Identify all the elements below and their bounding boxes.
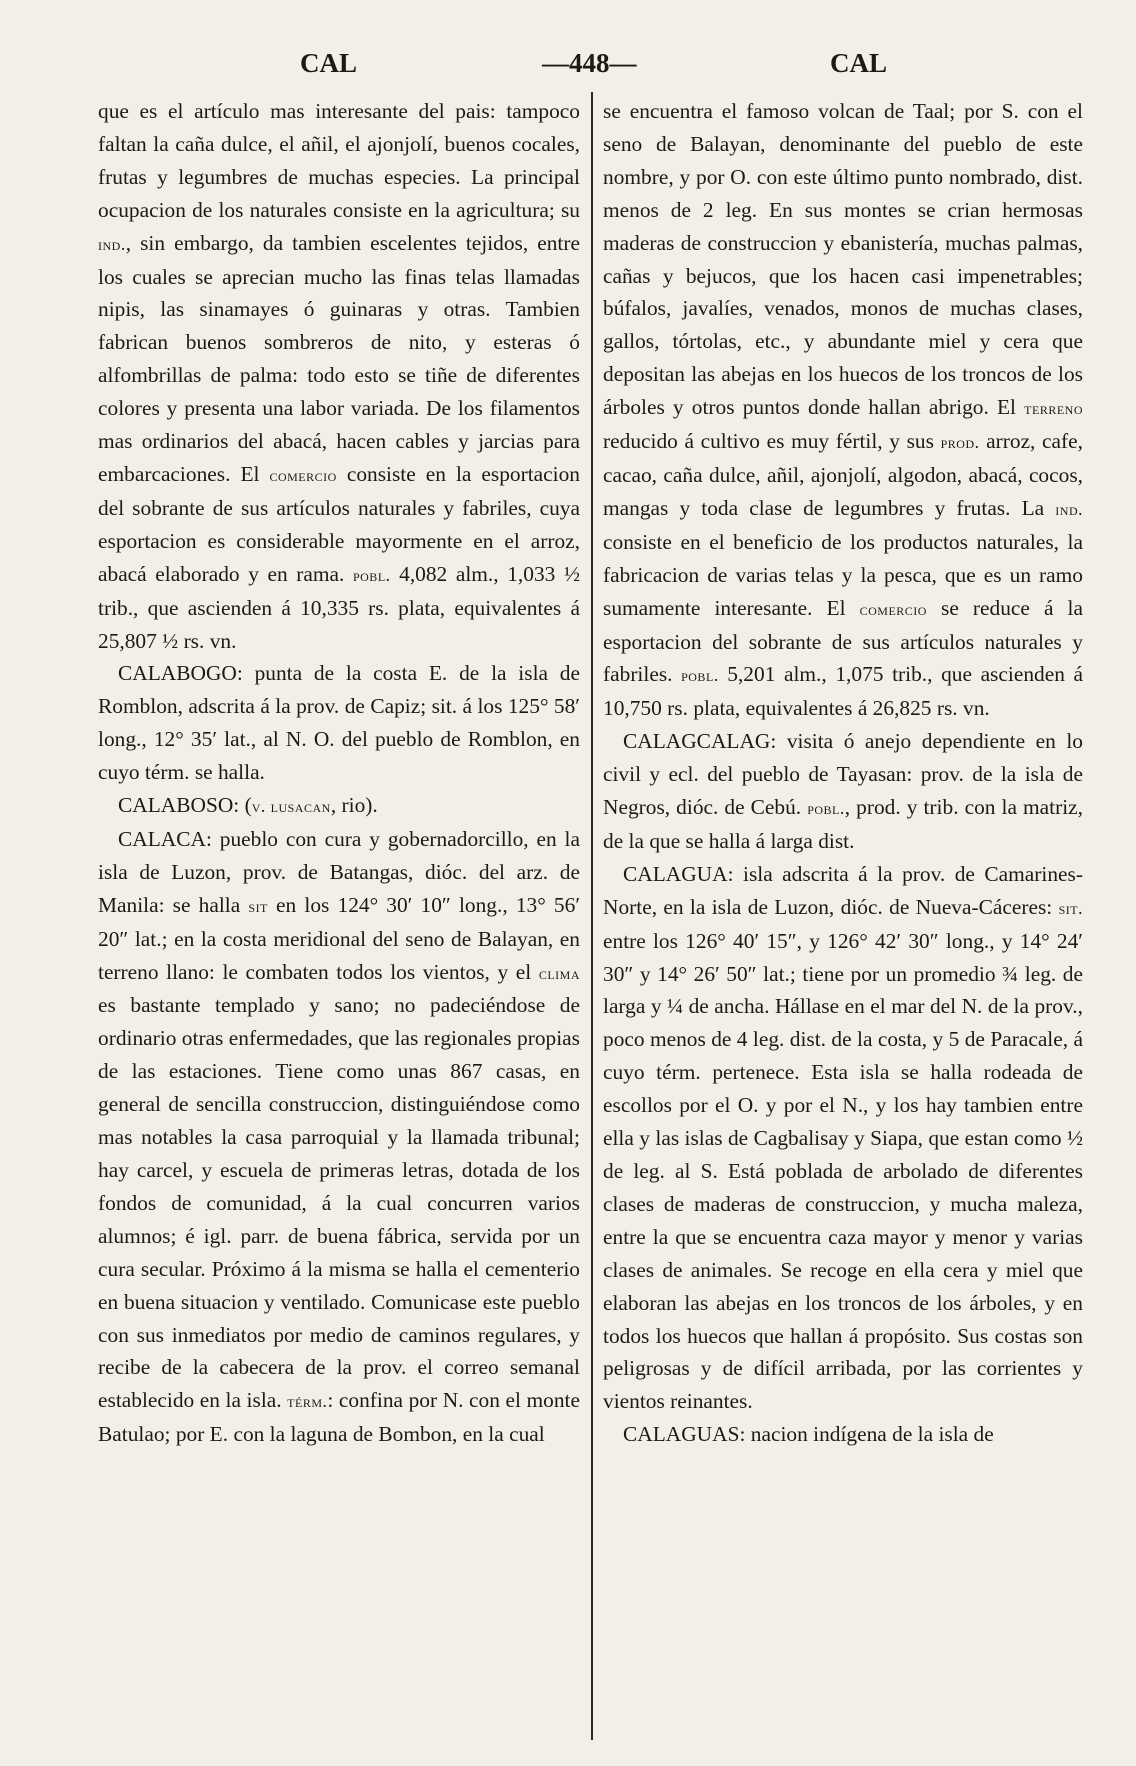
entry-calagcalag: CALAGCALAG: visita ó anejo dependiente en lo civil y ecl. del pueblo de Tayasan: prov. de la isla de Negros, dióc. de Cebú. pobl., prod. y trib. con la matriz, de la que se halla á larga dist. bbox=[603, 729, 1083, 853]
left-column bbox=[98, 95, 580, 1451]
page-number: —448— bbox=[542, 48, 637, 78]
entry-calaboso: CALABOSO: (v. lusacan, rio). bbox=[118, 793, 378, 818]
paragraph-continuation: que es el artículo mas interesante del pais: tampoco faltan la caña dulce, el añil, el ajonjolí, buenos cocales, frutas y legumbres de muchas especies. La principal ocupacion de los naturales consiste en la agricultura; su ind., sin embargo, da tambien escelentes tejidos, entre los cuales se aprecian mucho las finas telas llamadas nipis, las sinamayes ó guinaras y otras. Tambien fabrican buenos sombreros de nito, y esteras ó alfombrillas de palma: todo esto se tiñe de diferentes colores y presenta una labor variada. De los filamentos mas ordinarios del abacá, hacen cables y jarcias para embarcaciones. El comercio consiste en la esportacion del sobrante de sus artículos naturales y fabriles, cuya esportacion es considerable mayormente en el arroz, abacá elaborado y en rama. pobl. 4,082 alm., 1,033 ½ trib., que ascienden á 10,335 rs. plata, equivalentes á 25,807 ½ rs. vn. bbox=[98, 99, 580, 653]
right-column bbox=[603, 95, 1083, 1451]
paragraph-continuation-calaca: se encuentra el famoso volcan de Taal; por S. con el seno de Balayan, denominante del pueblo de este nombre, y por O. con este último punto nombrado, dist. menos de 2 leg. En sus montes se crian hermosas maderas de construccion y ebanistería, muchas palmas, cañas y bejucos, que los hacen casi impenetrables; búfalos, javalíes, venados, monos de muchas clases, gallos, tórtolas, etc., y abundante miel y cera que depositan las abejas en los huecos de los troncos de los árboles y otros puntos donde hallan abrigo. El terreno reducido á cultivo es muy fértil, y sus prod. arroz, cafe, cacao, caña dulce, añil, ajonjolí, algodon, abacá, cocos, mangas y toda clase de legumbres y frutas. La ind. consiste en el beneficio de los productos naturales, la fabricacion de varias telas y la pesca, que es un ramo sumamente interesante. El comercio se reduce á la esportacion del sobrante de sus artículos naturales y fabriles. pobl. 5,201 alm., 1,075 trib., que ascienden á 10,750 rs. plata, equivalentes á 26,825 rs. vn. bbox=[603, 99, 1083, 721]
header-left-word: CAL bbox=[300, 48, 358, 78]
entry-calabogo: CALABOGO: punta de la costa E. de la isla de Romblon, adscrita á la prov. de Capiz; sit. á los 125° 58′ long., 12° 35′ lat., al N. O. del pueblo de Romblon, en cuyo térm. se halla. bbox=[98, 661, 580, 785]
entry-calagua: CALAGUA: isla adscrita á la prov. de Camarines-Norte, en la isla de Luzon, dióc. de Nueva-Cáceres: sit. entre los 126° 40′ 15″, y 126° 42′ 30″ long., y 14° 24′ 30″ y 14° 26′ 50″ lat.; tiene por un promedio ¾ leg. de larga y ¼ de ancha. Hállase en el mar del N. de la prov., poco menos de 4 leg. dist. de la costa, y 5 de Paracale, á cuyo térm. pertenece. Esta isla se halla rodeada de escollos por el O. y por el N., y los hay tambien entre ella y las islas de Cagbalisay y Siapa, que estan como ½ de leg. al S. Está poblada de arbolado de diferentes clases de maderas de construccion, y mucha maleza, entre la que se encuentra caza mayor y menor y varias clases de animales. Se recoge en ella cera y miel que elaboran las abejas en los troncos de los árboles, y en todos los huecos que hallan á propósito. Sus costas son peligrosas y de difícil arribada, por las corrientes y vientos reinantes. bbox=[603, 861, 1083, 1414]
header-right-word: CAL bbox=[830, 48, 888, 78]
entry-calaguas: CALAGUAS: nacion indígena de la isla de bbox=[623, 1422, 994, 1447]
entry-calaca: CALACA: pueblo con cura y gobernadorcillo, en la isla de Luzon, prov. de Batangas, dióc. del arz. de Manila: se halla sit en los 124° 30′ 10″ long., 13° 56′ 20″ lat.; en la costa meridional del seno de Balayan, en terreno llano: le combaten todos los vientos, y el clima es bastante templado y sano; no padeciéndose de ordinario otras enfermedades, que las regionales propias de las estaciones. Tiene como unas 867 casas, en general de sencilla construccion, distinguiéndose como mas notables la casa parroquial y la llamada tribunal; hay carcel, y escuela de primeras letras, dotada de los fondos de comunidad, á la cual concurren varios alumnos; é igl. parr. de buena fábrica, servida por un cura secular. Próximo á la misma se halla el cementerio en buena situacion y ventilado. Comunicase este pueblo con sus inmediatos por medio de caminos regulares, y recibe de la cabecera de la prov. el correo semanal establecido en la isla. térm.: confina por N. con el monte Batulao; por E. con la laguna de Bombon, en la cual bbox=[98, 826, 581, 1447]
column-divider bbox=[591, 92, 593, 1740]
running-header bbox=[0, 48, 1136, 88]
